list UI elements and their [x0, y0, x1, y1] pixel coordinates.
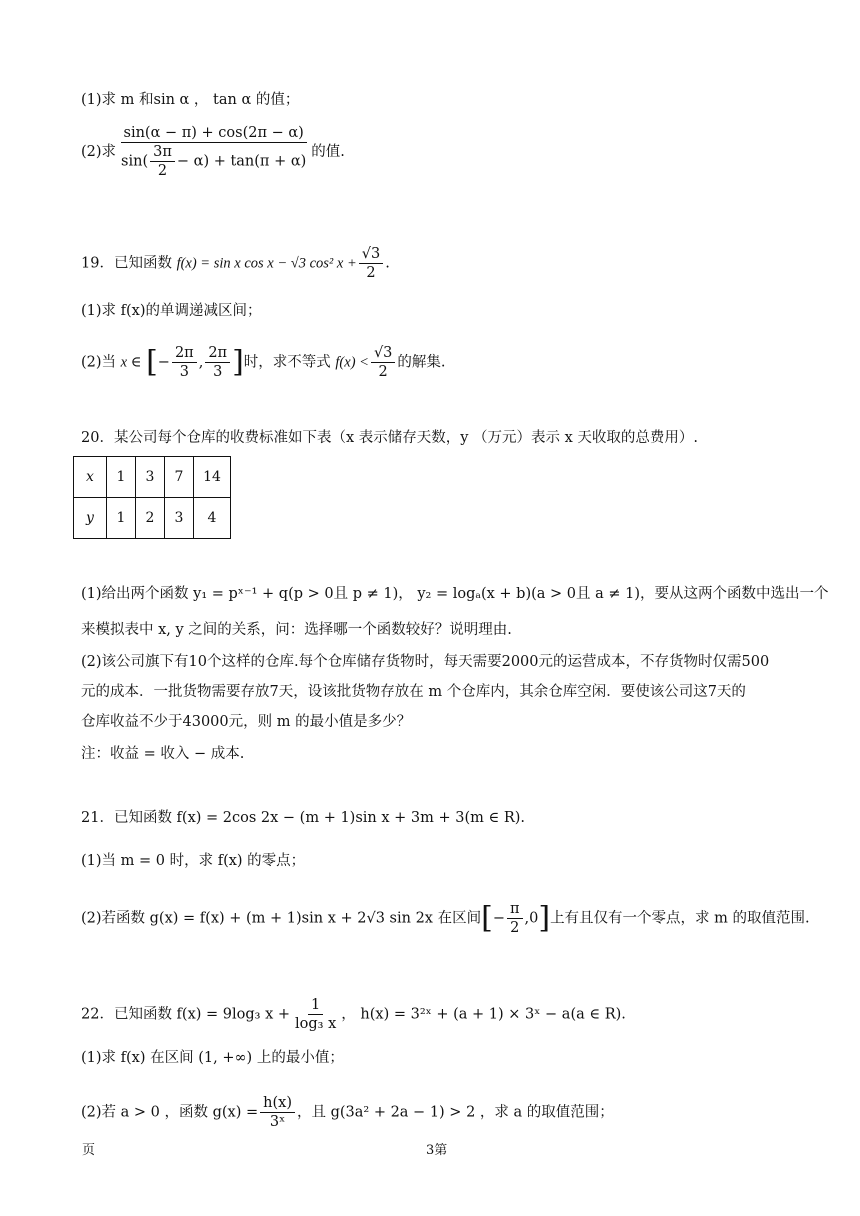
- table-cell: 3: [165, 498, 194, 539]
- q19-left-num: 2π: [172, 344, 197, 363]
- q19-left-den: 3: [179, 364, 189, 380]
- q19-part2-prefix: (2)当: [81, 354, 117, 371]
- q21-stem-text: 21．已知函数 f(x) = 2cos 2x − (m + 1)sin x + 3m + 3(m ∈ R).: [81, 810, 526, 826]
- q19-part1: [81, 301, 262, 321]
- q21-frac-den: 2: [510, 920, 520, 936]
- minus-sign: −: [157, 354, 170, 371]
- q21-fraction: [507, 900, 523, 937]
- q19-part2-fraction: [371, 344, 395, 381]
- q20-part2-text1: (2)该公司旗下有10个这样的仓库.每个仓库储存货物时，每天需要2000元的运营成本，不存货物时仅需500: [81, 654, 770, 670]
- q21-frac-num: π: [507, 900, 523, 919]
- q19-right-den: 3: [213, 364, 223, 380]
- q21-part1: [81, 851, 305, 871]
- table-row: [74, 457, 231, 498]
- left-bracket: [: [481, 900, 493, 936]
- q20-part2-line2: [81, 682, 746, 702]
- q18-den-part-a: sin(: [121, 153, 149, 170]
- table-cell: 3: [136, 457, 165, 498]
- q19-left-bound: [172, 344, 197, 381]
- q22-part1-text: (1)求 f(x) 在区间 (1, +∞) 上的最小值；: [81, 1050, 344, 1066]
- q19-part2-mid: 时，求不等式: [243, 354, 331, 371]
- footer-left: 页: [82, 1143, 96, 1158]
- q22-frac-den: log₃ x: [295, 1016, 337, 1032]
- table-cell: 2: [136, 498, 165, 539]
- q20-part1-text1: (1)给出两个函数 y₁ = pˣ⁻¹ + q(p > 0且 p ≠ 1)， y₂ = logₐ(x + b)(a > 0且 a ≠ 1)，要从这两个函数中选出一个: [81, 586, 829, 602]
- q19-stem: [81, 245, 390, 282]
- q19-part2: (2)当 x ∈ [− $\frac{2\pi}{3}$ , $\frac{2\pi}{3}$ ]时，求不等式 f(x) < $\frac{√3}{2}$ 的解集.: [81, 344, 446, 380]
- q19-part2-inequality: f(x) <: [335, 354, 369, 371]
- q18-part2-prefix: (2)求: [81, 144, 117, 160]
- q21-interval-end: ,0: [524, 910, 539, 927]
- minus-sign: −: [492, 910, 505, 927]
- q21-stem: [81, 808, 525, 828]
- table-cell: 1: [107, 457, 136, 498]
- q22-part2-fraction: [260, 1094, 295, 1131]
- q19-stem-end: .: [385, 255, 390, 272]
- q22-stem-suffix: ， h(x) = 3²ˣ + (a + 1) × 3ˣ − a(a ∈ R).: [341, 1006, 626, 1023]
- q20-part2-text3: 仓库收益不少于43000元，则 m 的最小值是多少？: [81, 714, 412, 730]
- q20-part1-line1: [81, 584, 829, 604]
- q22-part1: [81, 1048, 344, 1068]
- q18-fraction-numerator: sin(α − π) + cos(2π − α): [121, 124, 307, 143]
- q19-part1-text: (1)求 f(x)的单调递减区间；: [81, 303, 262, 319]
- q18-inner-fraction: [150, 143, 175, 180]
- q22-part2-frac-den: 3ˣ: [269, 1114, 286, 1130]
- q21-part2-prefix: (2)若函数 g(x) = f(x) + (m + 1)sin x + 2√3 sin 2x 在区间: [81, 910, 482, 927]
- q19-right-num: 2π: [205, 344, 230, 363]
- table-cell: 7: [165, 457, 194, 498]
- q19-function: f(x) = sin x cos x − √3 cos² x +: [176, 255, 357, 272]
- q20-note: [81, 744, 244, 764]
- q20-part2-text2: 元的成本．一批货物需要存放7天，设该批货物存放在 m 个仓库内，其余仓库空闲．要使该公司这7天的: [81, 684, 746, 700]
- q18-inner-num: 3π: [150, 143, 175, 162]
- left-bracket: [: [146, 344, 158, 380]
- q19-part2-x-in: x ∈: [120, 354, 142, 371]
- q20-stem: [81, 428, 698, 448]
- q18-fraction-denominator: [118, 143, 309, 180]
- q20-data-table: [73, 456, 231, 539]
- q19-frac-den: 2: [366, 265, 376, 281]
- q18-fraction: [118, 124, 309, 180]
- q20-note-text: 注：收益 = 收入 − 成本.: [81, 746, 245, 762]
- table-row-label-x: x: [74, 457, 107, 498]
- q22-part2-frac-num: h(x): [260, 1094, 295, 1113]
- table-cell: 14: [194, 457, 231, 498]
- q19-part2-frac-num: √3: [371, 344, 395, 363]
- q18-part1-text: (1)求 m 和sin α ， tan α 的值；: [81, 92, 300, 108]
- footer-page-number: 3第: [426, 1143, 448, 1158]
- q19-frac-num: √3: [359, 245, 383, 264]
- q22-part2-suffix: ，且 g(3a² + 2a − 1) > 2 ，求 a 的取值范围；: [296, 1104, 614, 1121]
- q20-part2-line3: [81, 712, 411, 732]
- q21-part2: [81, 900, 810, 937]
- q20-part1-text2: 来模拟表中 x, y 之间的关系，问：选择哪一个函数较好？说明理由.: [81, 622, 512, 638]
- table-cell: 4: [194, 498, 231, 539]
- table-row-label-y: y: [74, 498, 107, 539]
- q19-part2-suffix: 的解集.: [397, 354, 446, 371]
- right-bracket: ]: [538, 900, 551, 936]
- q22-stem-prefix: 22．已知函数 f(x) = 9log₃ x +: [81, 1006, 291, 1023]
- table-row: [74, 498, 231, 539]
- q20-stem-text: 20．某公司每个仓库的收费标准如下表（x 表示储存天数，y （万元）表示 x 天收取的总费用）.: [81, 430, 699, 446]
- q21-part2-suffix: 上有且仅有一个零点，求 m 的取值范围.: [550, 910, 810, 927]
- q18-den-part-b: − α) + tan(π + α): [176, 153, 307, 170]
- q22-fraction: [292, 996, 339, 1033]
- q19-right-bound: [205, 344, 230, 381]
- q19-part2-frac-den: 2: [378, 364, 388, 380]
- q22-part2-prefix: (2)若 a > 0 ，函数 g(x) =: [81, 1104, 259, 1121]
- table-cell: 1: [107, 498, 136, 539]
- q22-part2: [81, 1094, 614, 1131]
- q20-part2-line1: [81, 652, 769, 672]
- right-bracket: ]: [232, 344, 244, 380]
- q18-part2-suffix: 的值.: [311, 144, 345, 160]
- q21-part1-text: (1)当 m = 0 时，求 f(x) 的零点；: [81, 853, 306, 869]
- q20-part1-line2: [81, 620, 512, 640]
- q22-stem: [81, 996, 626, 1033]
- q22-frac-num: 1: [308, 996, 323, 1015]
- q18-part1: [81, 90, 299, 110]
- q18-part2: [81, 124, 345, 180]
- q19-stem-prefix: 19．已知函数: [81, 255, 172, 272]
- q19-fraction: [359, 245, 383, 282]
- q18-inner-den: 2: [157, 163, 168, 179]
